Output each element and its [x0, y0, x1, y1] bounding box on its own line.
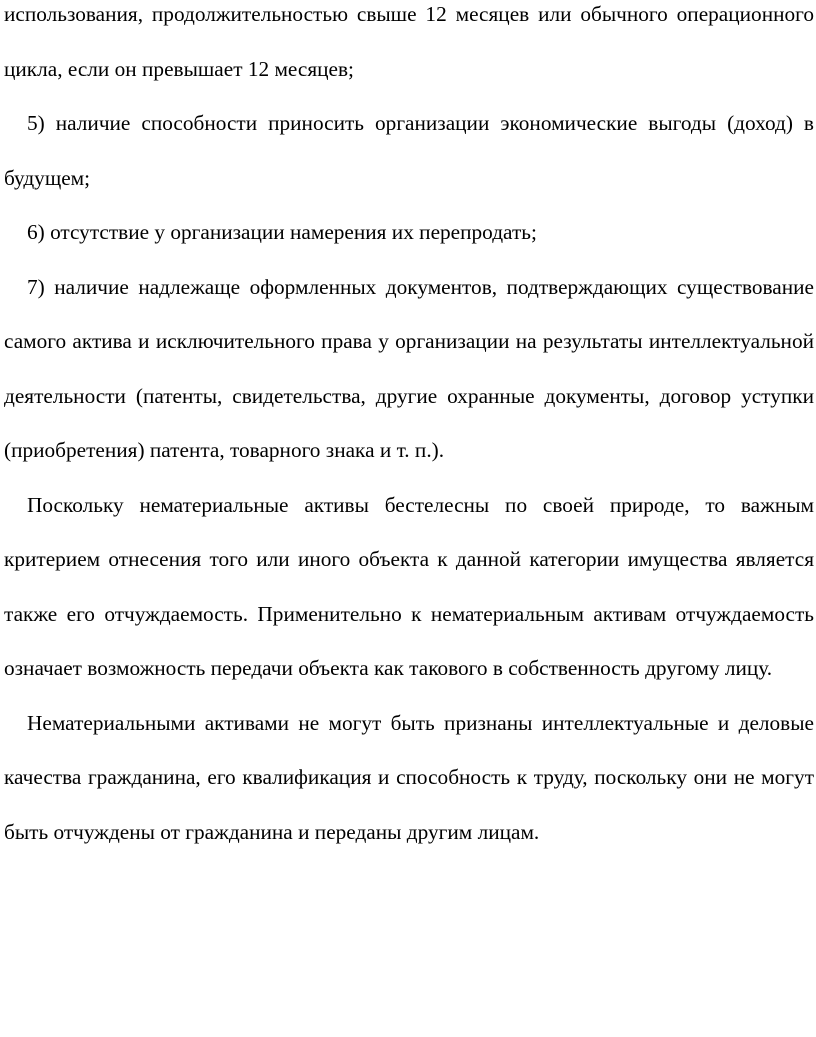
paragraph-item-5: 5) наличие способности приносить организации экономические выгоды (доход) в будущем;: [4, 111, 814, 190]
document-body: [4, 0, 814, 859]
paragraph-alienability: Поскольку нематериальные активы бестелесны по своей природе, то важным критерием отнесения того или иного объекта к данной категории имущества является также его отчуждаемость. Применительно к нематериальным активам отчуждаемость означает возможность передачи объекта как такового в собственность другому лицу.: [4, 492, 814, 680]
paragraph-exclusions: Нематериальными активами не могут быть признаны интеллектуальные и деловые качества гражданина, его квалификация и способность к труду, поскольку они не могут быть отчуждены от гражданина и переданы другим лицам.: [4, 710, 814, 844]
paragraph-continued: использования, продолжительностью свыше 12 месяцев или обычного операционного цикла, если он превышает 12 месяцев;: [4, 2, 814, 81]
paragraph-item-6: 6) отсутствие у организации намерения их перепродать;: [27, 220, 537, 244]
paragraph-item-7: 7) наличие надлежаще оформленных документов, подтверждающих существование самого актива и исключительного права у организации на результаты интеллектуальной деятельности (патенты, свидетельства, другие охранные документы, договор уступки (приобретения) патента, товарного знака и т. п.).: [4, 274, 814, 462]
